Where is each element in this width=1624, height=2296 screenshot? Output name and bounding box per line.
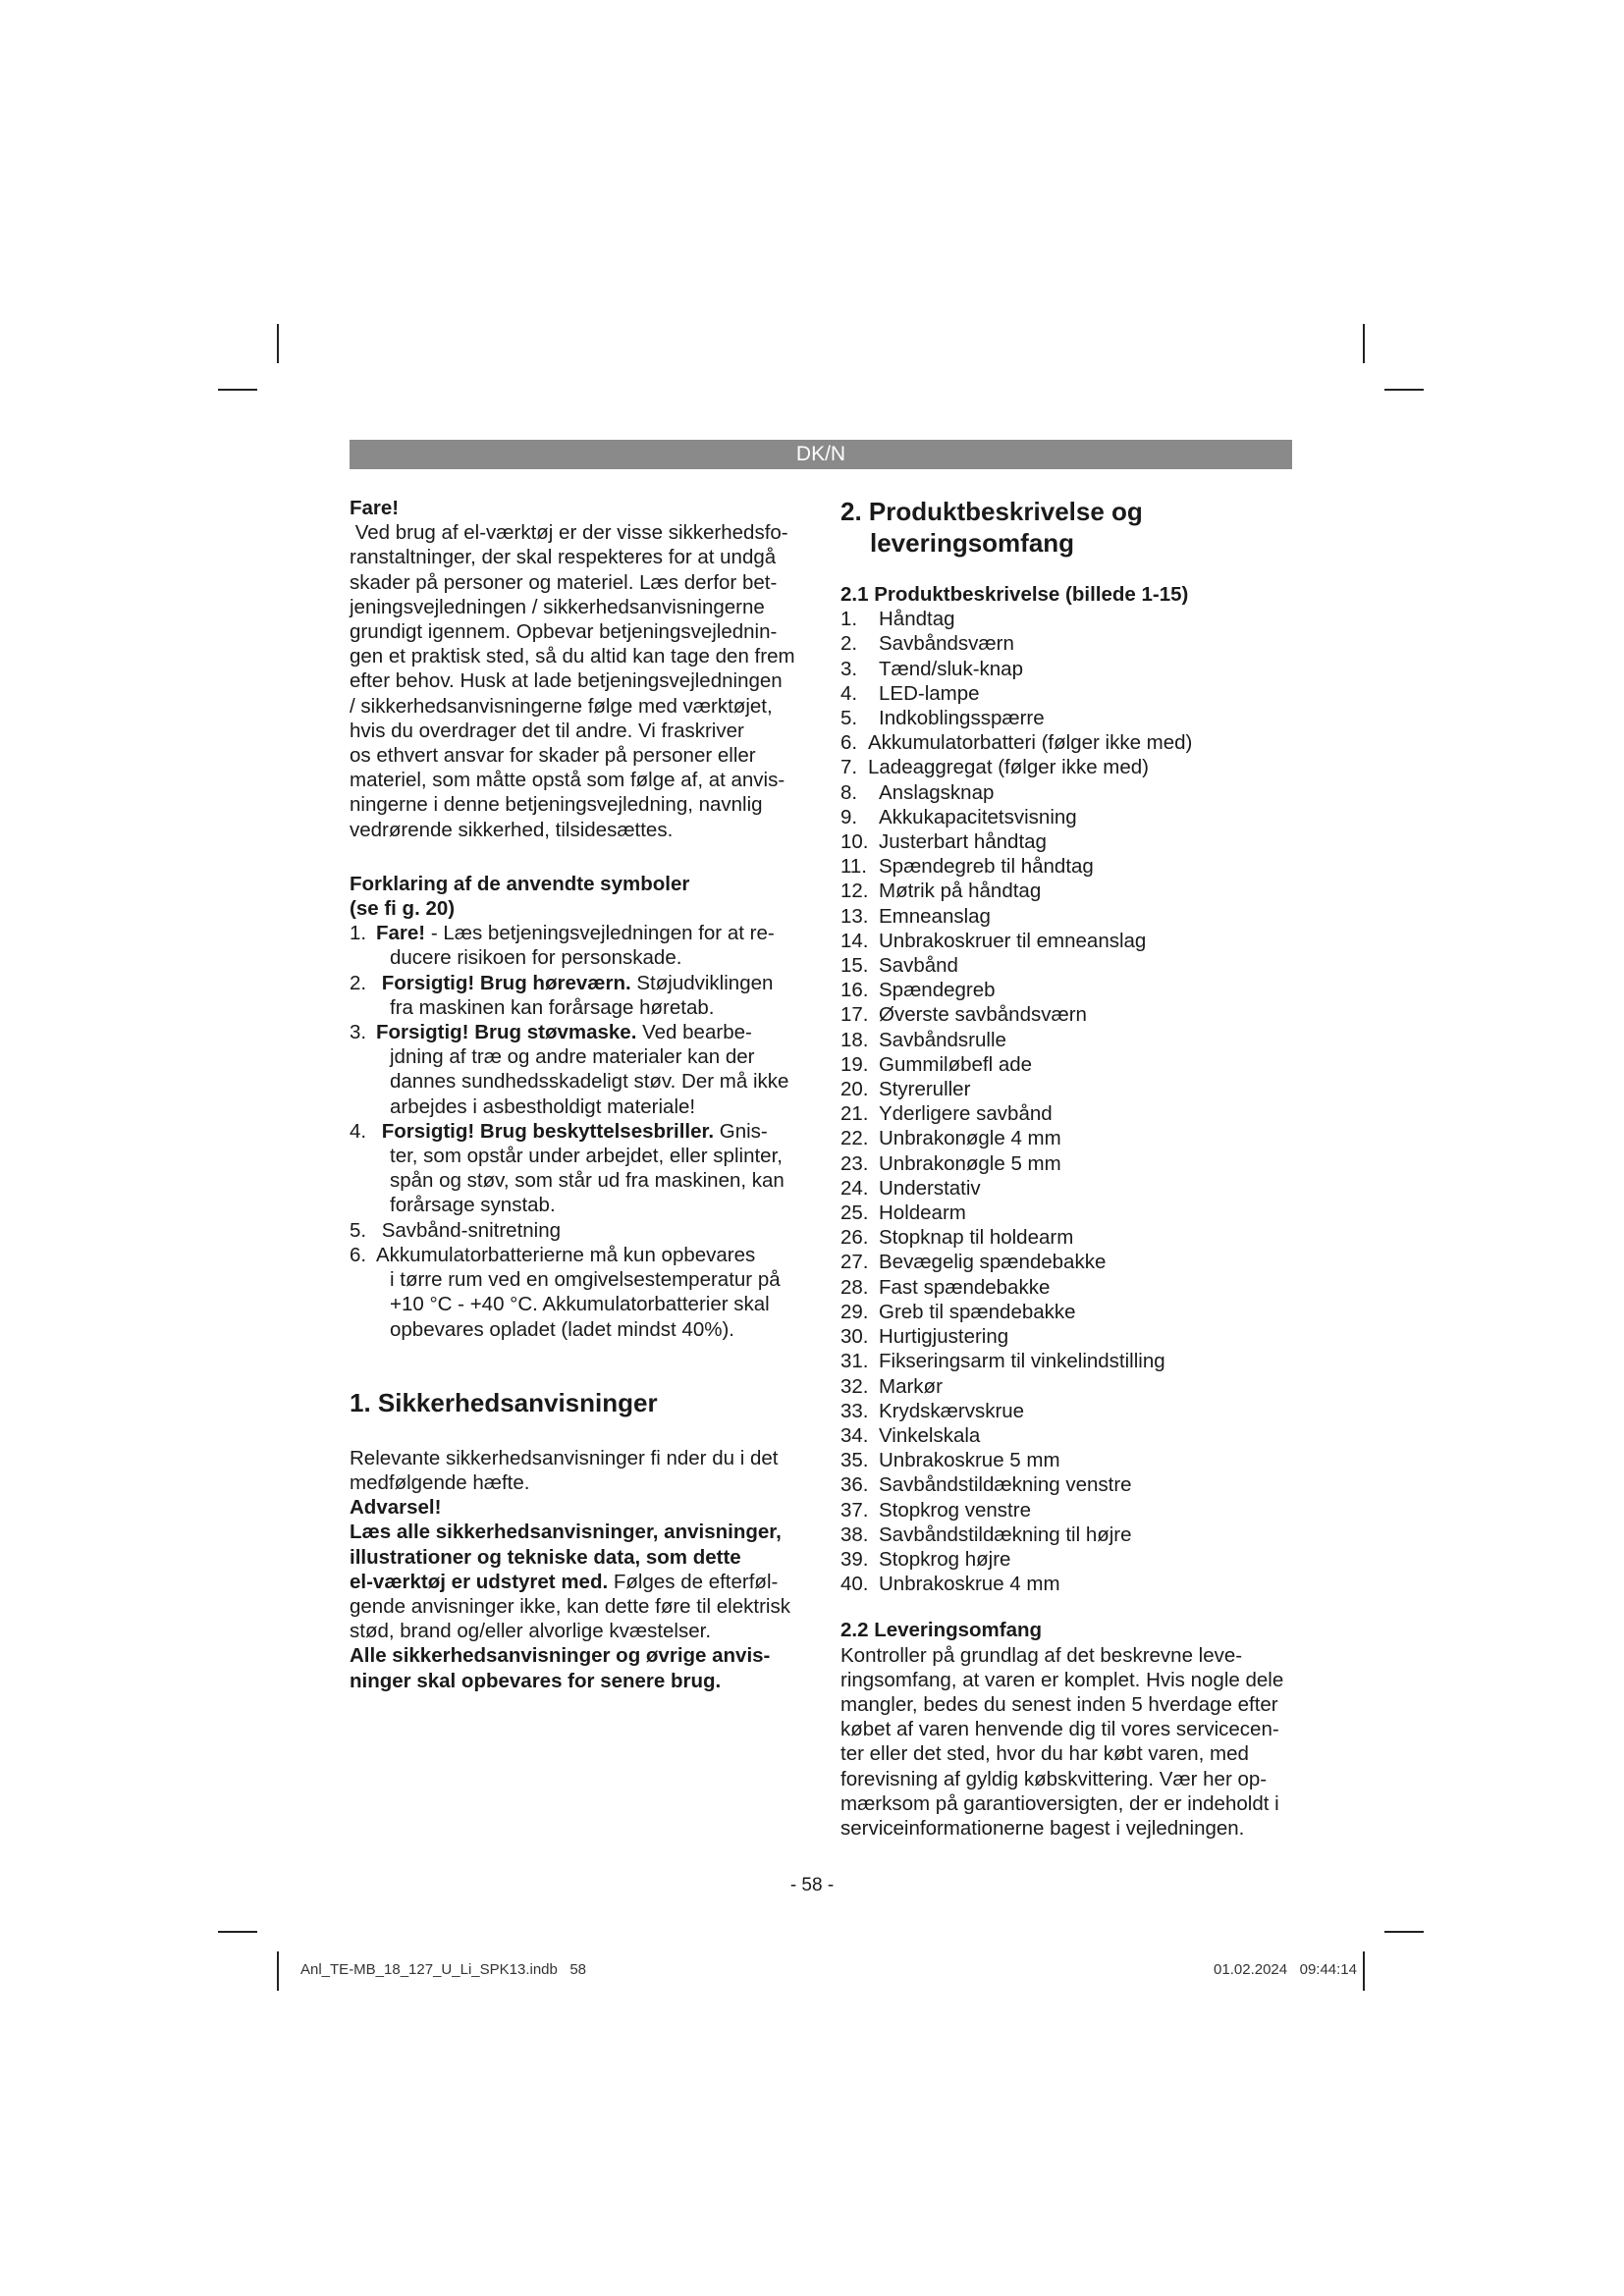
list-item bbox=[840, 1498, 1302, 1522]
part-number: 7. bbox=[840, 756, 858, 779]
part-number: 21. bbox=[840, 1102, 869, 1126]
part-number: 2. bbox=[840, 632, 858, 656]
part-label: Savbånd bbox=[879, 954, 958, 978]
list-item bbox=[840, 755, 1302, 779]
symbol-number: 1. bbox=[350, 922, 367, 945]
danger-line: Ved brug af el-værktøj er der visse sikkerhedsfo- bbox=[350, 521, 788, 545]
symbol-text: jdning af træ og andre materialer kan der bbox=[390, 1045, 755, 1069]
symbol-text: Savbånd-snitretning bbox=[376, 1218, 562, 1242]
symbol-text: ter, som opstår under arbejdet, eller splinter, bbox=[390, 1145, 783, 1168]
symbol-bold: Forsigtig! Brug høreværn. bbox=[376, 971, 631, 994]
list-item bbox=[840, 1349, 1302, 1373]
list-item bbox=[840, 657, 1302, 681]
list-item bbox=[840, 1399, 1302, 1423]
part-label: Tænd/sluk-knap bbox=[879, 657, 1023, 680]
product-heading: 2. Produktbeskrivelse og bbox=[840, 497, 1143, 526]
symbol-text: fra maskinen kan forårsage høretab. bbox=[390, 995, 715, 1019]
symbol-text: - Læs betjeningsvejledningen for at re- bbox=[425, 922, 775, 945]
part-number: 8. bbox=[840, 780, 858, 804]
part-number: 4. bbox=[840, 681, 858, 705]
danger-line: jeningsvejledningen / sikkerhedsanvisningerne bbox=[350, 595, 765, 618]
part-number: 5. bbox=[840, 707, 858, 730]
part-label: Spændegreb bbox=[879, 979, 996, 1002]
safety-intro-line: Relevante sikkerhedsanvisninger fi nder du i det bbox=[350, 1446, 779, 1469]
list-item bbox=[840, 1522, 1302, 1547]
safety-bold-inline: el-værktøj er udstyret med. bbox=[350, 1570, 609, 1593]
left-column bbox=[350, 496, 801, 1693]
delivery-line: Kontroller på grundlag af det beskrevne leve- bbox=[840, 1643, 1243, 1667]
symbol-number: 2. bbox=[350, 971, 367, 994]
safety-section bbox=[350, 1387, 801, 1693]
list-item bbox=[840, 854, 1302, 879]
list-item bbox=[840, 805, 1302, 829]
symbol-text: dannes sundhedsskadeligt støv. Der må ikke bbox=[390, 1070, 789, 1094]
list-item bbox=[840, 879, 1302, 903]
part-number: 1. bbox=[840, 608, 858, 631]
part-number: 36. bbox=[840, 1473, 869, 1497]
part-number: 17. bbox=[840, 1003, 869, 1027]
symbols-list bbox=[350, 921, 801, 1341]
safety-inline-text: Følges de efterføl- bbox=[608, 1570, 779, 1593]
delivery-title: 2.2 Leveringsomfang bbox=[840, 1619, 1043, 1642]
part-number: 30. bbox=[840, 1325, 869, 1349]
part-label: Fast spændebakke bbox=[879, 1275, 1051, 1299]
symbol-text: i tørre rum ved en omgivelsestemperatur på bbox=[390, 1268, 781, 1292]
list-item bbox=[840, 929, 1302, 953]
symbol-text: Akkumulatorbatterierne må kun opbevares bbox=[376, 1243, 756, 1266]
list-item bbox=[840, 953, 1302, 978]
list-item bbox=[840, 1572, 1302, 1596]
footer-filename: Anl_TE-MB_18_127_U_Li_SPK13.indb 58 bbox=[300, 1961, 587, 1978]
safety-line: stød, brand og/eller alvorlige kvæstelser. bbox=[350, 1620, 712, 1643]
symbol-item bbox=[350, 971, 801, 1020]
symbol-item bbox=[350, 921, 801, 970]
part-number: 10. bbox=[840, 830, 869, 854]
safety-intro-line: medfølgende hæfte. bbox=[350, 1470, 530, 1494]
symbol-bold: Forsigtig! Brug støvmaske. bbox=[376, 1021, 637, 1044]
part-label: Krydskærvskrue bbox=[879, 1399, 1025, 1422]
list-item bbox=[840, 1448, 1302, 1472]
part-label: Markør bbox=[879, 1374, 943, 1398]
language-header-bar bbox=[350, 440, 1292, 469]
list-item bbox=[840, 607, 1302, 631]
danger-line: gen et praktisk sted, så du altid kan tage den frem bbox=[350, 645, 795, 668]
language-label: DK/N bbox=[795, 443, 846, 465]
part-label: Justerbart håndtag bbox=[879, 830, 1047, 854]
list-item bbox=[840, 1300, 1302, 1324]
danger-line: materiel, som måtte opstå som følge af, at anvis- bbox=[350, 769, 785, 792]
part-number: 35. bbox=[840, 1449, 869, 1472]
part-label: Styreruller bbox=[879, 1078, 971, 1101]
part-number: 38. bbox=[840, 1522, 869, 1546]
delivery-line: mærksom på garantioversigten, der er indeholdt i bbox=[840, 1791, 1279, 1815]
list-item bbox=[840, 1423, 1302, 1448]
delivery-line: serviceinformationerne bagest i vejledningen. bbox=[840, 1816, 1245, 1840]
part-number: 13. bbox=[840, 904, 869, 928]
danger-title: Fare! bbox=[350, 497, 400, 519]
crop-mark bbox=[277, 324, 279, 363]
part-number: 32. bbox=[840, 1374, 869, 1398]
part-label: Unbrakoskrue 4 mm bbox=[879, 1573, 1060, 1596]
list-item bbox=[840, 1225, 1302, 1250]
symbol-item bbox=[350, 1119, 801, 1218]
part-label: Unbrakonøgle 4 mm bbox=[879, 1127, 1061, 1150]
symbol-bold: Fare! bbox=[376, 922, 426, 945]
safety-closing-line: ninger skal opbevares for senere brug. bbox=[350, 1669, 722, 1692]
symbol-text: Ved bearbe- bbox=[636, 1021, 752, 1044]
part-number: 14. bbox=[840, 929, 869, 952]
list-item bbox=[840, 1002, 1302, 1027]
part-number: 26. bbox=[840, 1226, 869, 1250]
part-label: Stopkrog højre bbox=[879, 1547, 1011, 1571]
part-number: 18. bbox=[840, 1028, 869, 1051]
crop-mark bbox=[1384, 389, 1424, 391]
part-number: 37. bbox=[840, 1498, 869, 1522]
part-number: 22. bbox=[840, 1127, 869, 1150]
symbol-text: arbejdes i asbestholdigt materiale! bbox=[390, 1095, 696, 1118]
part-label: Øverste savbåndsværn bbox=[879, 1003, 1087, 1027]
part-label: Holdearm bbox=[879, 1201, 966, 1225]
part-label: Savbåndstildækning til højre bbox=[879, 1522, 1132, 1546]
symbol-item bbox=[350, 1020, 801, 1119]
part-label: Akkukapacitetsvisning bbox=[879, 805, 1077, 828]
list-item bbox=[840, 631, 1302, 656]
symbol-text: ducere risikoen for personskade. bbox=[390, 946, 682, 970]
part-label: Møtrik på håndtag bbox=[879, 880, 1042, 903]
page-number: - 58 - bbox=[789, 1875, 835, 1896]
part-label: Stopkrog venstre bbox=[879, 1498, 1031, 1522]
symbol-item bbox=[350, 1243, 801, 1342]
product-heading: leveringsomfang bbox=[870, 528, 1075, 558]
part-label: Håndtag bbox=[879, 608, 955, 631]
part-number: 19. bbox=[840, 1052, 869, 1076]
part-number: 31. bbox=[840, 1350, 869, 1373]
part-label: Emneanslag bbox=[879, 904, 991, 928]
list-item bbox=[840, 1275, 1302, 1300]
list-item bbox=[840, 1101, 1302, 1126]
part-number: 16. bbox=[840, 979, 869, 1002]
part-number: 28. bbox=[840, 1275, 869, 1299]
product-description-title: 2.1 Produktbeskrivelse (billede 1-15) bbox=[840, 583, 1189, 606]
list-item bbox=[840, 1028, 1302, 1052]
list-item bbox=[840, 1250, 1302, 1274]
crop-mark bbox=[218, 1931, 257, 1933]
danger-line: grundigt igennem. Opbevar betjeningsvejlednin- bbox=[350, 620, 778, 644]
part-label: Hurtigjustering bbox=[879, 1325, 1009, 1349]
list-item bbox=[840, 1472, 1302, 1497]
part-label: Anslagsknap bbox=[879, 780, 995, 804]
safety-line: gende anvisninger ikke, kan dette føre til elektrisk bbox=[350, 1594, 790, 1618]
right-column bbox=[840, 496, 1302, 1841]
part-label: Greb til spændebakke bbox=[879, 1300, 1076, 1323]
warning-label: Advarsel! bbox=[350, 1496, 442, 1520]
footer-timestamp: 01.02.2024 09:44:14 bbox=[1214, 1961, 1357, 1978]
symbol-number: 3. bbox=[350, 1021, 367, 1044]
part-number: 15. bbox=[840, 954, 869, 978]
list-item bbox=[840, 1201, 1302, 1225]
part-number: 11. bbox=[840, 855, 867, 879]
safety-closing-line: Alle sikkerhedsanvisninger og øvrige anvis- bbox=[350, 1644, 771, 1668]
list-item bbox=[840, 706, 1302, 730]
list-item bbox=[840, 730, 1302, 755]
part-number: 29. bbox=[840, 1300, 869, 1323]
safety-heading: 1. Sikkerhedsanvisninger bbox=[350, 1387, 658, 1417]
part-number: 9. bbox=[840, 805, 858, 828]
list-item bbox=[840, 1052, 1302, 1077]
danger-line: efter behov. Husk at lade betjeningsvejledningen bbox=[350, 669, 783, 693]
part-number: 33. bbox=[840, 1399, 869, 1422]
list-item bbox=[840, 681, 1302, 706]
part-number: 27. bbox=[840, 1251, 869, 1274]
symbol-number: 4. bbox=[350, 1119, 367, 1143]
crop-mark bbox=[1363, 1951, 1365, 1991]
danger-line: / sikkerhedsanvisningerne følge med værktøjet, bbox=[350, 694, 773, 718]
safety-bold-line: illustrationer og tekniske data, som dette bbox=[350, 1545, 741, 1569]
danger-line: os ethvert ansvar for skader på personer eller bbox=[350, 744, 756, 768]
symbols-title: Forklaring af de anvendte symboler bbox=[350, 872, 690, 895]
part-label: Gummiløbefl ade bbox=[879, 1052, 1033, 1076]
part-label: Yderligere savbånd bbox=[879, 1102, 1053, 1126]
symbol-number: 5. bbox=[350, 1218, 367, 1242]
danger-paragraph bbox=[350, 520, 801, 842]
symbol-text: spån og støv, som står ud fra maskinen, kan bbox=[390, 1169, 785, 1193]
symbol-text: Gnis- bbox=[714, 1119, 768, 1143]
part-number: 25. bbox=[840, 1201, 869, 1225]
list-item bbox=[840, 1151, 1302, 1176]
part-label: Unbrakonøgle 5 mm bbox=[879, 1151, 1061, 1175]
part-label: Unbrakoskruer til emneanslag bbox=[879, 929, 1147, 952]
part-number: 20. bbox=[840, 1078, 869, 1101]
part-label: Akkumulatorbatteri (følger ikke med) bbox=[868, 731, 1193, 755]
list-item bbox=[840, 780, 1302, 805]
danger-section bbox=[350, 496, 801, 842]
part-label: Ladeaggregat (følger ikke med) bbox=[868, 756, 1150, 779]
list-item bbox=[840, 978, 1302, 1002]
crop-mark bbox=[1384, 1931, 1424, 1933]
crop-mark bbox=[1363, 324, 1365, 363]
danger-line: skader på personer og materiel. Læs derfor bet- bbox=[350, 570, 778, 594]
part-label: Vinkelskala bbox=[879, 1423, 981, 1447]
list-item bbox=[840, 1176, 1302, 1201]
part-label: Spændegreb til håndtag bbox=[879, 855, 1094, 879]
part-number: 40. bbox=[840, 1573, 869, 1596]
part-label: Stopknap til holdearm bbox=[879, 1226, 1074, 1250]
part-label: Unbrakoskrue 5 mm bbox=[879, 1449, 1060, 1472]
part-label: Bevægelig spændebakke bbox=[879, 1251, 1107, 1274]
list-item bbox=[840, 1077, 1302, 1101]
part-number: 6. bbox=[840, 731, 858, 755]
list-item bbox=[840, 1126, 1302, 1150]
list-item bbox=[840, 904, 1302, 929]
symbol-number: 6. bbox=[350, 1243, 367, 1266]
symbols-title: (se fi g. 20) bbox=[350, 897, 456, 921]
symbol-text: +10 °C - +40 °C. Akkumulatorbatterier skal bbox=[390, 1293, 770, 1316]
parts-list bbox=[840, 607, 1302, 1596]
safety-bold-line: Læs alle sikkerhedsanvisninger, anvisninger, bbox=[350, 1521, 782, 1544]
part-label: LED-lampe bbox=[879, 681, 980, 705]
list-item bbox=[840, 829, 1302, 854]
part-label: Understativ bbox=[879, 1176, 981, 1200]
part-number: 24. bbox=[840, 1176, 869, 1200]
part-number: 34. bbox=[840, 1423, 869, 1447]
crop-mark bbox=[277, 1951, 279, 1991]
list-item bbox=[840, 1547, 1302, 1572]
danger-line: hvis du overdrager det til andre. Vi fraskriver bbox=[350, 719, 744, 742]
symbol-text: opbevares opladet (ladet mindst 40%). bbox=[390, 1317, 734, 1341]
part-label: Indkoblingsspærre bbox=[879, 707, 1045, 730]
delivery-line: mangler, bedes du senest inden 5 hverdage efter bbox=[840, 1692, 1278, 1716]
delivery-line: ter eller det sted, hvor du har købt varen, med bbox=[840, 1742, 1249, 1766]
symbols-section bbox=[350, 872, 801, 1342]
crop-mark bbox=[218, 389, 257, 391]
delivery-paragraph bbox=[840, 1643, 1302, 1842]
part-label: Fikseringsarm til vinkelindstilling bbox=[879, 1350, 1165, 1373]
symbol-text: Støjudviklingen bbox=[630, 971, 774, 994]
danger-line: ningerne i denne betjeningsvejledning, navnlig bbox=[350, 793, 763, 817]
danger-line: vedrørende sikkerhed, tilsidesættes. bbox=[350, 818, 674, 841]
part-number: 3. bbox=[840, 657, 858, 680]
delivery-line: forevisning af gyldig købskvittering. Vær her op- bbox=[840, 1767, 1268, 1790]
part-label: Savbåndstildækning venstre bbox=[879, 1473, 1132, 1497]
list-item bbox=[840, 1324, 1302, 1349]
part-label: Savbåndsrulle bbox=[879, 1028, 1006, 1051]
delivery-line: købet af varen henvende dig til vores servicecen- bbox=[840, 1718, 1279, 1741]
part-number: 23. bbox=[840, 1151, 869, 1175]
symbol-item bbox=[350, 1218, 801, 1243]
delivery-line: ringsomfang, at varen er komplet. Hvis nogle dele bbox=[840, 1668, 1284, 1691]
part-number: 12. bbox=[840, 880, 869, 903]
list-item bbox=[840, 1374, 1302, 1399]
symbol-bold: Forsigtig! Brug beskyttelsesbriller. bbox=[376, 1119, 715, 1143]
part-label: Savbåndsværn bbox=[879, 632, 1014, 656]
danger-line: ranstaltninger, der skal respekteres for at undgå bbox=[350, 546, 777, 569]
symbol-text: forårsage synstab. bbox=[390, 1194, 556, 1217]
part-number: 39. bbox=[840, 1547, 869, 1571]
